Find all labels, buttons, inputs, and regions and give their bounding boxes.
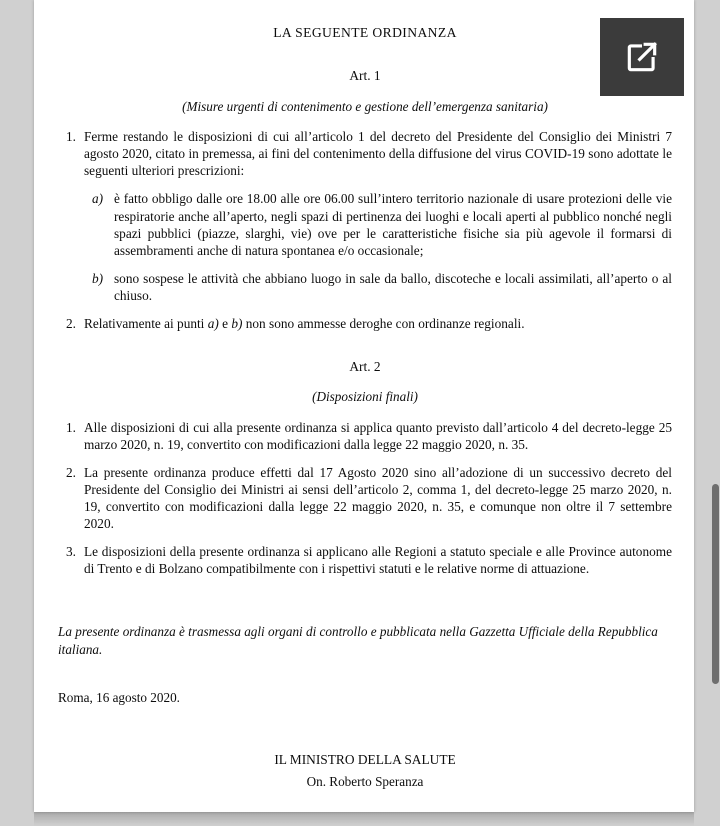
scrollbar-thumb[interactable] — [712, 484, 719, 684]
article-1-number: Art. 1 — [349, 68, 381, 84]
list-item — [58, 419, 672, 453]
list-text: è fatto obbligo dalle ore 18.00 alle ore 06.00 sull’intero territorio nazionale di usare protezioni delle vie respiratorie anche all’aperto, negli spazi di pertinenza dei luoghi e locali aperti al pubblico nonché negli spazi pubblici (piazze, slarghi, vie) ove per le caratteristiche fisiche sia più agevole il formarsi di assembramenti anche di natura spontanea e/o occasionale; — [114, 191, 672, 258]
signature-name: On. Roberto Speranza — [306, 774, 424, 790]
list-text — [84, 315, 672, 332]
list-item — [58, 464, 672, 532]
signature-title: IL MINISTRO DELLA SALUTE — [274, 752, 456, 768]
list-marker: 3. — [66, 543, 76, 559]
open-external-icon — [623, 38, 661, 76]
list-item — [58, 543, 672, 577]
article-2-number: Art. 2 — [349, 358, 381, 374]
list-marker: 2. — [66, 315, 76, 331]
list-marker: 1. — [66, 129, 76, 145]
article-1-items — [58, 128, 672, 331]
list-marker: 2. — [66, 464, 76, 480]
page-content — [34, 0, 694, 791]
list-text: sono sospese le attività che abbiano luogo in sale da ballo, discoteche e locali assimilati, all’aperto o al chiuso. — [114, 270, 672, 303]
place-and-date: Roma, 16 agosto 2020. — [58, 690, 180, 706]
document-heading: LA SEGUENTE ORDINANZA — [273, 25, 457, 40]
list-text: Ferme restando le disposizioni di cui all’articolo 1 del decreto del Presidente del Consiglio dei Ministri 7 agosto 2020, citato in premessa, ai fini del contenimento della diffusione del virus COVID-19 sono adottate le seguenti ulteriori prescrizioni: — [84, 129, 672, 179]
list-item — [92, 190, 672, 258]
text-part: e — [218, 315, 232, 331]
vertical-scrollbar[interactable] — [711, 0, 720, 826]
article-2-subtitle: (Disposizioni finali) — [312, 388, 418, 404]
text-part-italic: b) — [231, 315, 243, 331]
list-text: Le disposizioni della presente ordinanza si applicano alle Regioni a statuto speciale e alle Province autonome di Trento e di Bolzano compatibilmente con i rispettivi statuti e le relative norme di attuazione. — [84, 543, 672, 576]
article-1-subtitle: (Misure urgenti di contenimento e gestione dell’emergenza sanitaria) — [182, 98, 548, 114]
article-2-items — [58, 419, 672, 577]
list-marker: 1. — [66, 419, 76, 435]
text-part: Relativamente ai punti — [84, 315, 208, 331]
list-item — [58, 128, 672, 179]
list-item — [58, 315, 672, 332]
list-marker: a) — [92, 191, 104, 207]
list-marker: b) — [92, 270, 104, 286]
signature-block — [58, 751, 672, 791]
document-page — [34, 0, 694, 812]
closing-paragraph: La presente ordinanza è trasmessa agli organi di controllo e pubblicata nella Gazzetta Ufficiale della Repubblica italiana. — [58, 623, 658, 657]
article-1-subitems — [92, 190, 672, 303]
list-text: La presente ordinanza produce effetti dal 17 Agosto 2020 sino all’adozione di un successivo decreto del Presidente del Consiglio dei Ministri ai sensi dell’articolo 2, comma 1, del decreto-legge 25 marzo 2020, n. 19, convertito con modificazioni dalla legge 22 maggio 2020, n. 35, e comunque non oltre il 7 settembre 2020. — [84, 464, 672, 531]
open-external-button[interactable] — [600, 18, 684, 96]
text-part: non sono ammesse deroghe con ordinanze regionali. — [242, 315, 525, 331]
list-text: Alle disposizioni di cui alla presente ordinanza si applica quanto previsto dall’articolo 4 del decreto-legge 25 marzo 2020, n. 19, convertito con modificazioni dalla legge 22 maggio 2020, n. 35. — [84, 419, 672, 452]
text-part-italic: a) — [207, 315, 219, 331]
list-item — [92, 270, 672, 304]
page-bottom-shadow — [34, 812, 694, 826]
